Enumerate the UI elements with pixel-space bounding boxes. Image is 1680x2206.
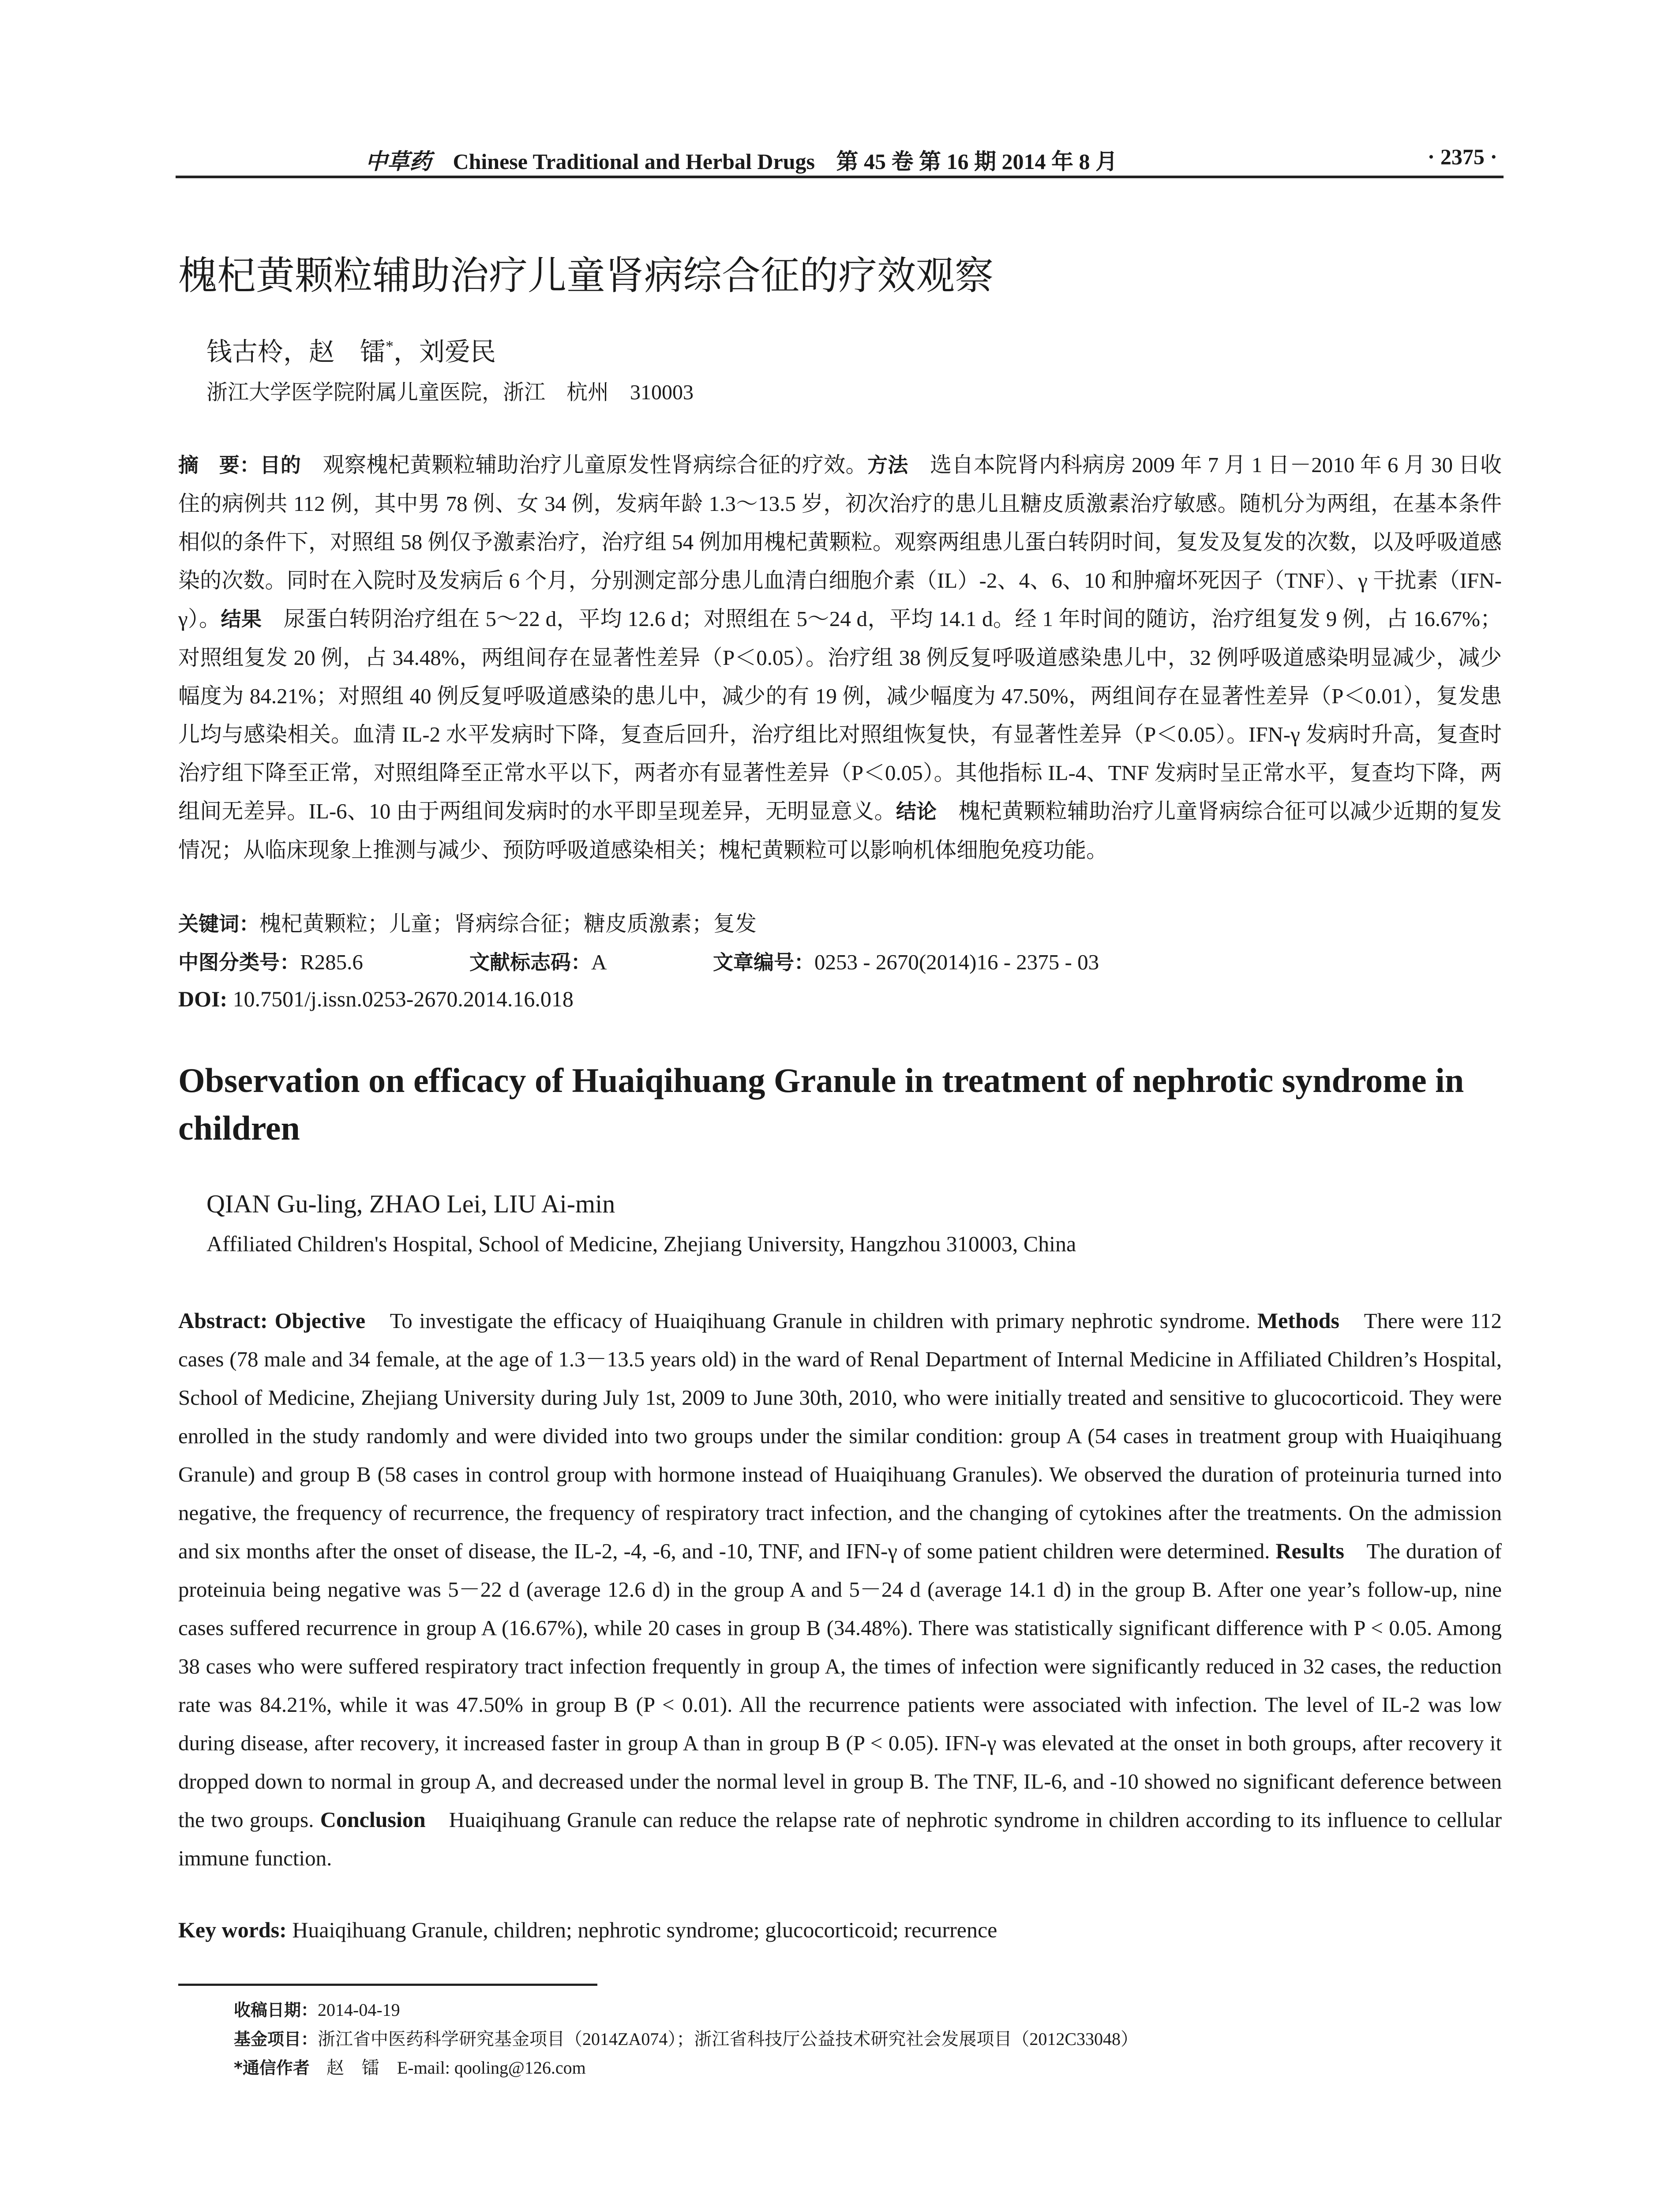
- article-title-en: Observation on efficacy of Huaiqihuang Granule in treatment of nephrotic syndrome in children: [178, 1061, 1464, 1147]
- affiliation-zh: 浙江大学医学院附属儿童医院，浙江 杭州 310003: [206, 381, 694, 404]
- doi: [178, 986, 574, 1012]
- keywords-en: [178, 1917, 997, 1943]
- abstract-zh: [178, 446, 1502, 869]
- conclusion-text-en: Huaiqihuang Granule can reduce the relapse rate of nephrotic syndrome in children according to its influence to cellular immune function.: [178, 1808, 1502, 1870]
- keywords-zh: [178, 907, 757, 938]
- article-number: [713, 946, 1099, 975]
- footnote-corresponding: [234, 2054, 586, 2079]
- received-label: 收稿日期：: [234, 2000, 318, 2020]
- methods-text-zh: 选自本院肾内科病房 2009 年 7 月 1 日－2010 年 6 月 30 日收住的病例共 112 例，其中男 78 例、女 34 例，发病年龄 1.3～13.5 岁，初次治疗的患儿且糖皮质激素治疗敏感。随机分为两组，在基本条件相似的条件下，对照组 58 例仅予激素治疗，治疗组 54 例加用槐杞黄颗粒。观察两组患儿蛋白转阴时间，复发及复发的次数，以及呼吸道感染的次数。同时在入院时及发病后 6 个月，分别测定部分患儿血清白细胞介素（IL）-2、4、6、10 和肿瘤坏死因子（TNF）、γ 干扰素（IFN-γ）。: [178, 453, 1502, 631]
- results-text-zh: 尿蛋白转阴治疗组在 5～22 d，平均 12.6 d；对照组在 5～24 d，平均 14.1 d。经 1 年时间的随访，治疗组复发 9 例，占 16.67%；对照组复发 20 例，占 34.48%，两组间存在显著性差异（P＜0.05）。治疗组 38 例反复呼吸道感染患儿中，32 例呼吸道感染明显减少，减少幅度为 84.21%；对照组 40 例反复呼吸道感染的患儿中，减少的有 19 例，减少幅度为 47.50%，两组间存在显著性差异（P＜0.01），复发患儿均与感染相关。血清 IL-2 水平发病时下降，复查后回升，治疗组比对照组恢复快，有显著性差异（P＜0.05）。IFN-γ 发病时升高，复查时治疗组下降至正常，对照组降至正常水平以下，两者亦有显著性差异（P＜0.05）。其他指标 IL-4、TNF 发病时呈正常水平，复查均下降，两组间无差异。IL-6、10 由于两组间发病时的水平即呈现差异，无明显意义。: [178, 607, 1502, 823]
- objective-text-en: To investigate the efficacy of Huaiqihuang Granule in children with primary nephrotic syndrome.: [365, 1309, 1257, 1333]
- header-journal: [365, 144, 1118, 176]
- journal-name-en: Chinese Traditional and Herbal Drugs: [453, 149, 815, 174]
- conclusion-text-zh: 槐杞黄颗粒辅助治疗儿童肾病综合征可以减少近期的复发情况；从临床现象上推测与减少、预防呼吸道感染相关；槐杞黄颗粒可以影响机体细胞免疫功能。: [178, 799, 1502, 862]
- keywords-en-label: Key words:: [178, 1917, 287, 1942]
- footnote-rule: [178, 1984, 597, 1986]
- abstract-zh-label: 摘 要：: [178, 453, 260, 477]
- authors-en: QIAN Gu-ling, ZHAO Lei, LIU Ai-min: [206, 1189, 615, 1218]
- authors-zh: [206, 331, 496, 368]
- doi-label: DOI:: [178, 987, 228, 1011]
- document-code: [469, 946, 607, 975]
- doc-code-label: 文献标志码：: [469, 950, 591, 974]
- article-number-value: 0253 - 2670(2014)16 - 2375 - 03: [814, 950, 1099, 974]
- methods-text-en: There were 112 cases (78 male and 34 female, at the age of 1.3－13.5 years old) in the ward of Renal Department of Internal Medicine in Affiliated Children’s Hospital, School of Medicine, Zhejiang University during July 1st, 2009 to June 30th, 2010, who were initially treated and sensitive to glucocorticoid. They were enrolled in the study randomly and were divided into two groups under the similar condition: group A (54 cases in treatment group with Huaiqihuang Granule) and group B (58 cases in control group with hormone instead of Huaiqihuang Granules). We observed the duration of proteinuria turned into negative, the frequency of recurrence, the frequency of respiratory tract infection, and the changing of cytokines after the treatments. On the admission and six months after the onset of disease, the IL-2, -4, -6, and -10, TNF, and IFN-γ of some patient children were determined.: [178, 1309, 1502, 1563]
- issue-info: 第 45 卷 第 16 期 2014 年 8 月: [836, 149, 1118, 174]
- article-title-zh: 槐杞黄颗粒辅助治疗儿童肾病综合征的疗效观察: [178, 253, 994, 298]
- keywords-zh-label: 关键词：: [178, 912, 259, 936]
- doi-value: 10.7501/j.issn.0253-2670.2014.16.018: [227, 987, 574, 1011]
- results-text-en: The duration of proteinuia being negative was 5－22 d (average 12.6 d) in the group A and 5－24 d (average 14.1 d) in the group B. After one year’s follow-up, nine cases suffered recurrence in group A (16.67%), while 20 cases in group B (34.48%). There was statistically significant difference with P < 0.05. Among 38 cases who were suffered respiratory tract infection frequently in group A, the times of infection were significantly reduced in 32 cases, the reduction rate was 84.21%, while it was 47.50% in group B (P < 0.01). All the recurrence patients were associated with infection. The level of IL-2 was low during disease, after recovery, it increased faster in group A than in group B (P < 0.05). IFN-γ was elevated at the onset in both groups, after recovery it dropped down to normal in group A, and decreased under the normal level in group B. The TNF, IL-6, and -10 showed no significant deference between the two groups.: [178, 1539, 1502, 1832]
- received-date: 2014-04-19: [318, 2000, 400, 2020]
- page-number: · 2375 ·: [1427, 144, 1497, 169]
- abstract-en-label: Abstract: Objective: [178, 1308, 366, 1333]
- results-label-zh: 结果: [221, 607, 262, 631]
- corresponding-text: 赵 镭 E-mail: qooling@126.com: [326, 2058, 586, 2078]
- keywords-en-text: Huaiqihuang Granule, children; nephrotic syndrome; glucocorticoid; recurrence: [286, 1917, 998, 1942]
- article-number-label: 文章编号：: [713, 950, 814, 974]
- methods-label-en: Methods: [1257, 1308, 1339, 1333]
- clc-code: [178, 946, 363, 975]
- authors-zh-names: 钱古柃，赵 镭: [206, 338, 386, 366]
- footnote-received: [234, 1996, 400, 2021]
- authors-zh-names-rest: ，刘爱民: [394, 338, 496, 366]
- conclusion-label-en: Conclusion: [320, 1807, 426, 1832]
- corresponding-label: *通信作者: [234, 2058, 326, 2078]
- running-header: [176, 140, 1504, 178]
- fund-text: 浙江省中医药科学研究基金项目（2014ZA074）；浙江省科技厅公益技术研究社会发展项目（2012C33048）: [318, 2029, 1139, 2049]
- results-label-en: Results: [1275, 1538, 1344, 1563]
- clc-value: R285.6: [300, 950, 363, 974]
- header-rule: [176, 176, 1504, 178]
- methods-label-zh: 方法: [867, 453, 908, 477]
- affiliation-en: Affiliated Children's Hospital, School of Medicine, Zhejiang University, Hangzhou 310003, China: [206, 1231, 1076, 1256]
- conclusion-label-zh: 结论: [896, 799, 937, 823]
- clc-label: 中图分类号：: [178, 950, 300, 974]
- fund-label: 基金项目：: [234, 2030, 318, 2049]
- objective-text-zh: 观察槐杞黄颗粒辅助治疗儿童原发性肾病综合征的疗效。: [301, 453, 867, 477]
- keywords-zh-text: 槐杞黄颗粒；儿童；肾病综合征；糖皮质激素；复发: [259, 912, 757, 936]
- abstract-en: [178, 1302, 1502, 1877]
- doc-code-value: A: [591, 950, 607, 974]
- corresponding-mark: *: [386, 337, 394, 355]
- footnote-fund: [234, 2025, 1138, 2050]
- journal-name-zh: 中草药: [365, 149, 431, 174]
- objective-label-zh: 目的: [260, 453, 301, 477]
